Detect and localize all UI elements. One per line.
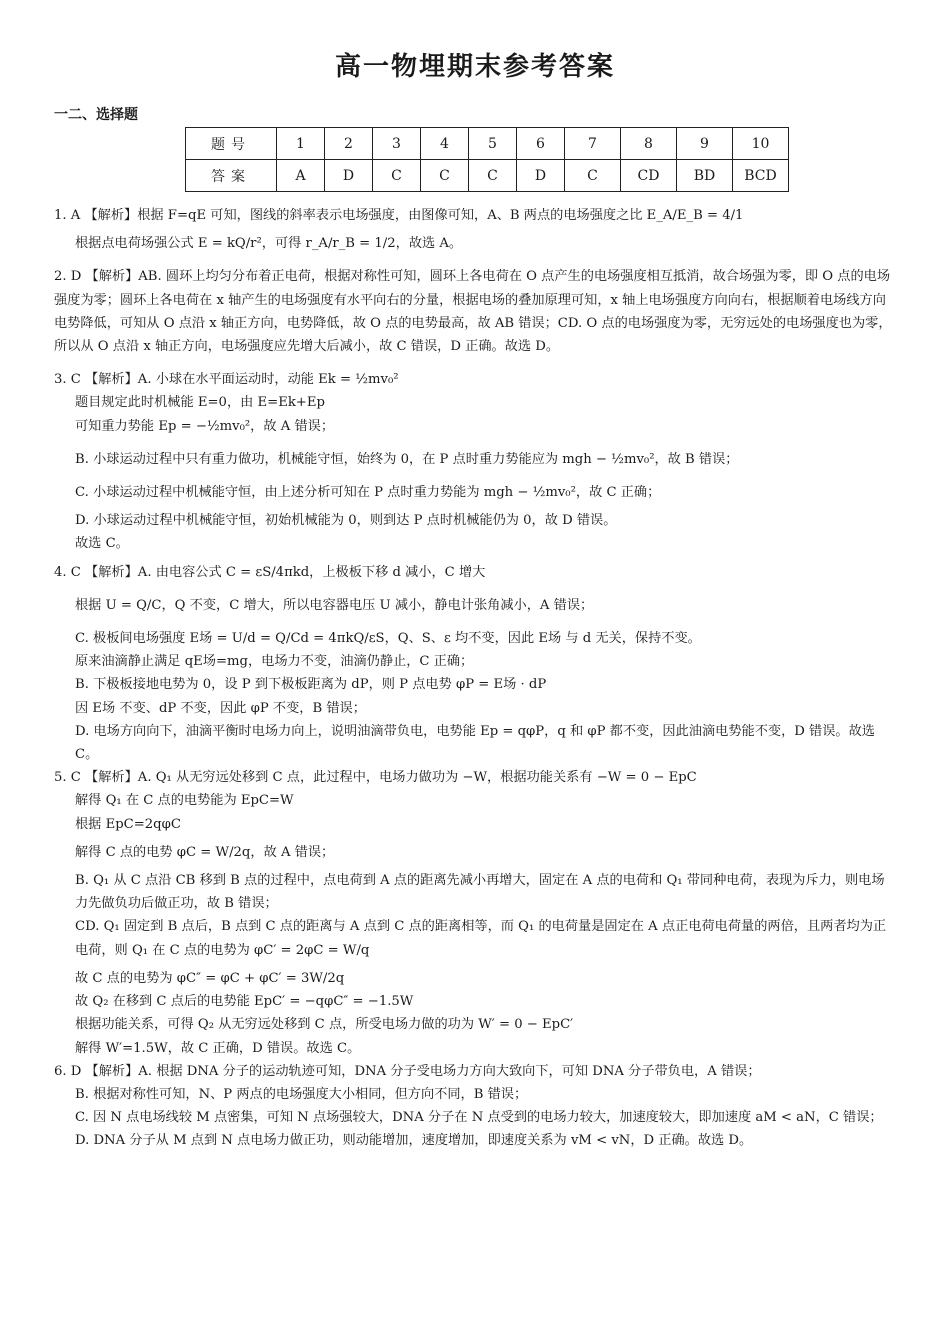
table-row <box>186 128 789 160</box>
answer-line: B. 根据对称性可知，N、P 两点的电场强度大小相同，但方向不同，B 错误； <box>75 1086 528 1102</box>
answer-line: 题目规定此时机械能 E=0，由 E=Ek+Ep <box>75 395 325 411</box>
table-cell: 7 <box>565 128 621 160</box>
table-header-cell: 题号 <box>186 128 277 160</box>
answer-line: D. DNA 分子从 M 点到 N 点电场力做正功，则动能增加，速度增加，即速度关系为 vM < vN，D 正确。故选 D。 <box>75 1133 753 1149</box>
answer-line: 根据点电荷场强公式 E = kQ/r²，可得 r_A/r_B = 1/2，故选 A。 <box>75 236 463 252</box>
answer-line: 因 E场 不变、dP 不变，因此 φP 不变，B 错误； <box>75 700 366 716</box>
table-header-cell: 答案 <box>186 160 277 192</box>
table-cell: 6 <box>517 128 565 160</box>
answer-line: C. 小球运动过程中机械能守恒，由上述分析可知在 P 点时重力势能为 mgh − ½mv₀²，故 C 正确； <box>75 485 661 501</box>
table-cell: 4 <box>421 128 469 160</box>
table-cell: CD <box>621 160 677 192</box>
table-cell: BCD <box>733 160 789 192</box>
answer-line: B. Q₁ 从 C 点沿 CB 移到 B 点的过程中，点电荷到 A 点的距离先减小再增大，固定在 A 点的电荷和 Q₁ 带同种电荷，表现为斥力，则电场力先做负功后做正功，故 B 错误； <box>75 873 885 912</box>
table-cell: C <box>469 160 517 192</box>
answer-line: 故 Q₂ 在移到 C 点后的电势能 EpC′ = −qφC″ = −1.5W <box>75 994 414 1010</box>
answer-line: 根据功能关系，可得 Q₂ 从无穷远处移到 C 点，所受电场力做的功为 W′ = 0 − EpC′ <box>75 1017 574 1033</box>
table-cell: 9 <box>677 128 733 160</box>
table-cell: D <box>325 160 373 192</box>
answer-line: B. 小球运动过程中只有重力做功，机械能守恒，始终为 0，在 P 点时重力势能应为 mgh − ½mv₀²，故 B 错误； <box>75 451 739 467</box>
table-cell: BD <box>677 160 733 192</box>
table-cell: C <box>565 160 621 192</box>
table-cell: 5 <box>469 128 517 160</box>
solution-body <box>54 204 896 1153</box>
page-title: 高一物埋期末参考答案 <box>334 52 615 82</box>
table-cell: C <box>421 160 469 192</box>
table-cell: 10 <box>733 128 789 160</box>
answer-line: B. 下极板接地电势为 0，设 P 到下极板距离为 dP，则 P 点电势 φP = E场 · dP <box>75 677 547 693</box>
answer-line: 5. C 【解析】A. Q₁ 从无穷远处移到 C 点，此过程中，电场力做功为 −W，根据功能关系有 −W = 0 − EpC <box>54 770 697 786</box>
answer-table <box>185 127 789 192</box>
table-cell: 1 <box>277 128 325 160</box>
table-cell: 8 <box>621 128 677 160</box>
answer-line: D. 小球运动过程中机械能守恒，初始机械能为 0，则到达 P 点时机械能仍为 0，故 D 错误。 <box>75 513 617 529</box>
answer-line: 故选 C。 <box>75 536 129 552</box>
answer-line: 解得 Q₁ 在 C 点的电势能为 EpC=W <box>75 793 294 809</box>
section-heading: 一二、选择题 <box>54 107 138 123</box>
answer-line: C. 因 N 点电场线较 M 点密集，可知 N 点场强较大，DNA 分子在 N 点受到的电场力较大，加速度较大，即加速度 aM < aN，C 错误； <box>75 1110 883 1126</box>
answer-line: 根据 EpC=2qφC <box>75 816 181 832</box>
answer-line: 解得 W′=1.5W，故 C 正确，D 错误。故选 C。 <box>75 1040 361 1056</box>
answer-line: CD. Q₁ 固定到 B 点后，B 点到 C 点的距离与 A 点到 C 点的距离相等，而 Q₁ 的电荷量是固定在 A 点正电荷电荷量的两倍，且两者均为正电荷，则 Q₁ 在 C 点的电势为 φC′ = 2φC = W/q <box>75 919 887 958</box>
answer-line: 6. D 【解析】A. 根据 DNA 分子的运动轨迹可知，DNA 分子受电场力方向大致向下，可知 DNA 分子带负电，A 错误； <box>54 1063 761 1079</box>
answer-line: 原来油滴静止满足 qE场=mg，电场力不变，油滴仍静止，C 正确； <box>75 654 474 670</box>
answer-line: 3. C 【解析】A. 小球在水平面运动时，动能 Ek = ½mv₀² <box>54 372 399 388</box>
answer-line: C. 极板间电场强度 E场 = U/d = Q/Cd = 4πkQ/εS，Q、S、ε 均不变，因此 E场 与 d 无关，保持不变。 <box>75 631 701 647</box>
table-cell: 3 <box>373 128 421 160</box>
table-cell: A <box>277 160 325 192</box>
table-cell: C <box>373 160 421 192</box>
answer-line: D. 电场方向向下，油滴平衡时电场力向上，说明油滴带负电，电势能 Ep = qφP，q 和 φP 都不变，因此油滴电势能不变，D 错误。故选 C。 <box>75 723 875 763</box>
answer-line: 故 C 点的电势为 φC″ = φC + φC′ = 3W/2q <box>75 970 345 986</box>
answer-line: 2. D 【解析】AB. 圆环上均匀分布着正电荷，根据对称性可知，圆环上各电荷在 O 点产生的电场强度相互抵消，故合场强为零，即 O 点的电场强度为零；圆环上各电荷在 x 轴产生的电场强度有水平向右的分量，根据电场的叠加原理可知，x 轴上电场强度方向向右，根据顺着电场线方向电势降低，可知从 O 点沿 x 轴正方向，电势降低，故 O 点的电势最高，故 AB 错误；CD. O 点的电场强度为零，无穷远处的电场强度也为零，所以从 O 点沿 x 轴正方向，电场强度应先增大后减小，故 C 错误，D 正确。故选 D。 <box>54 269 892 355</box>
answer-line: 根据 U = Q/C，Q 不变，C 增大，所以电容器电压 U 减小，静电计张角减小，A 错误； <box>75 597 594 613</box>
answer-line: 解得 C 点的电势 φC = W/2q，故 A 错误； <box>75 844 335 860</box>
table-cell: D <box>517 160 565 192</box>
answer-line: 4. C 【解析】A. 由电容公式 C = εS/4πkd，上极板下移 d 减小，C 增大 <box>54 564 486 580</box>
answer-line: 可知重力势能 Ep = −½mv₀²，故 A 错误； <box>75 418 335 434</box>
table-cell: 2 <box>325 128 373 160</box>
answer-line: 1. A 【解析】根据 F=qE 可知，图线的斜率表示电场强度，由图像可知，A、B 两点的电场强度之比 E_A/E_B = 4/1 <box>54 208 744 223</box>
table-row <box>186 160 789 192</box>
